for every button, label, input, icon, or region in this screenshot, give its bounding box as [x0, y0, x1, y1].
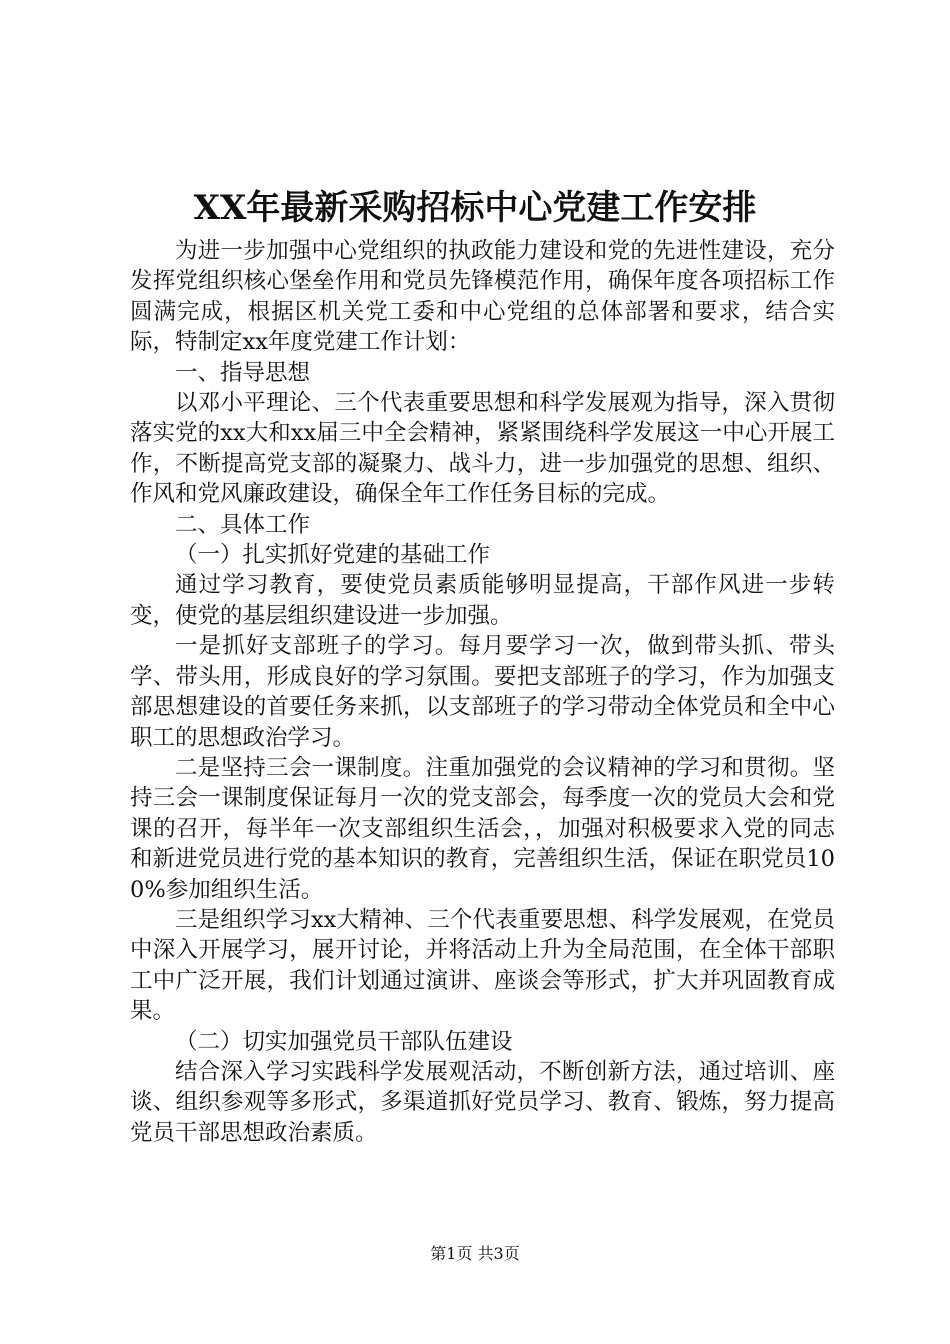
intro-paragraph: 为进一步加强中心党组织的执政能力建设和党的先进性建设，充分发挥党组织核心堡垒作用和党员先锋模范作用，确保年度各项招标工作圆满完成，根据区机关党工委和中心党组的总体部署和要求，结合实际，特制定xx年度党建工作计划： — [130, 238, 835, 356]
document-title: XX年最新采购招标中心党建工作安排 — [193, 188, 757, 228]
section-heading-specific-work: 二、具体工作 — [175, 511, 311, 538]
item-two-paragraph: 二是坚持三会一课制度。注重加强党的会议精神的学习和贯彻。坚持三会一课制度保证每月一次的党支部会，每季度一次的党员大会和党课的召开，每半年一次支部组织生活会，，加强对积极要求入党的同志和新进党员进行党的基本知识的教育，完善组织生活，保证在职党员100%参加组织生活。 — [130, 754, 835, 903]
item-three-paragraph: 三是组织学习xx大精神、三个代表重要思想、科学发展观，在党员中深入开展学习，展开讨论，并将活动上升为全局范围，在全体干部职工中广泛开展，我们计划通过演讲、座谈会等形式，扩大并巩固教育成果。 — [130, 906, 835, 1025]
page-number-footer: 第1页 共3页 — [430, 1244, 520, 1263]
item-one-paragraph: 一是抓好支部班子的学习。每月要学习一次，做到带头抓、带头学、带头用，形成良好的学习氛围。要把支部班子的学习，作为加强支部思想建设的首要任务来抓，以支部班子的学习带动全体党员和全中心职工的思想政治学习。 — [130, 633, 835, 751]
document-body — [130, 236, 835, 1148]
team-building-paragraph: 结合深入学习实践科学发展观活动，不断创新方法，通过培训、座谈、组织参观等多形式，多渠道抓好党员学习、教育、锻炼，努力提高党员干部思想政治素质。 — [130, 1058, 835, 1146]
section-heading-guiding-thought: 一、指导思想 — [175, 359, 311, 386]
subsection-heading-basic-work: （一）扎实抓好党建的基础工作 — [175, 542, 491, 569]
basic-work-paragraph: 通过学习教育，要使党员素质能够明显提高，干部作风进一步转变，使党的基层组织建设进一步加强。 — [130, 572, 835, 629]
subsection-heading-team-building: （二）切实加强党员干部队伍建设 — [175, 1028, 513, 1055]
guiding-thought-paragraph: 以邓小平理论、三个代表重要思想和科学发展观为指导，深入贯彻落实党的xx大和xx届三中全会精神，紧紧围绕科学发展这一中心开展工作，不断提高党支部的凝聚力、战斗力，进一步加强党的思想、组织、作风和党风廉政建设，确保全年工作任务目标的完成。 — [130, 390, 835, 508]
